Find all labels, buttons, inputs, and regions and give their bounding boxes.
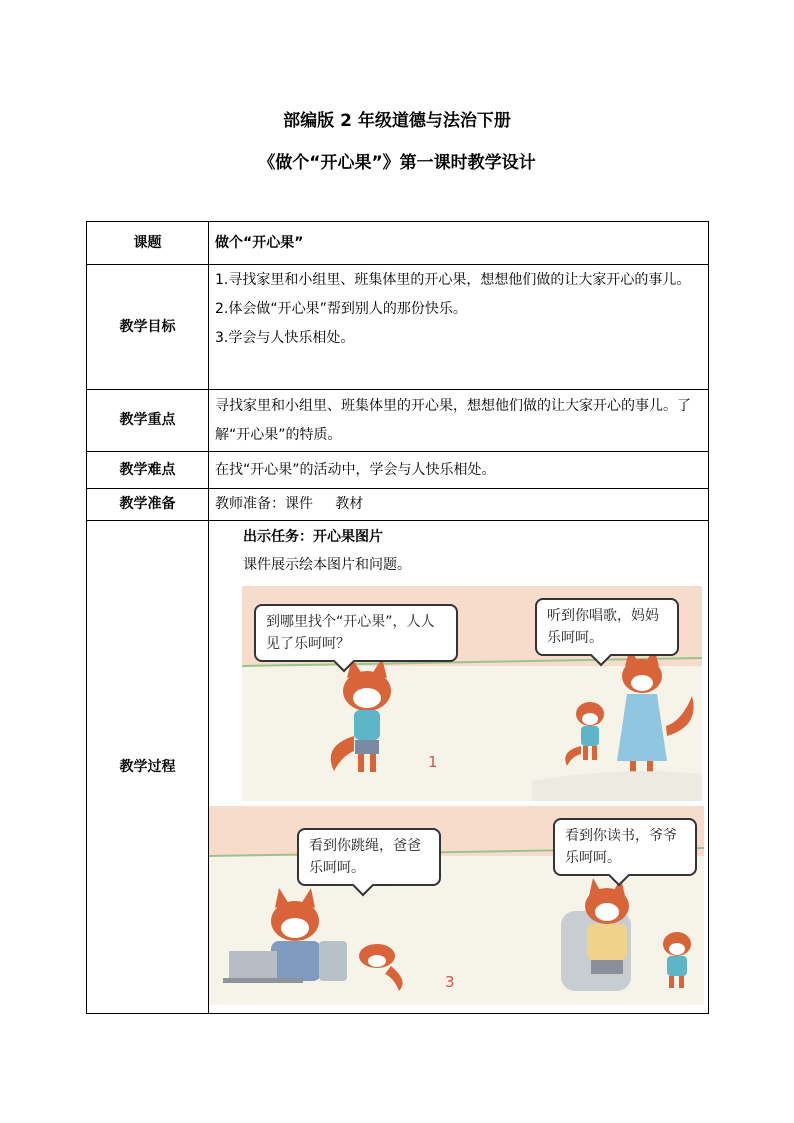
- page-number-3: 3: [445, 973, 455, 991]
- label-process: 教学过程: [87, 521, 209, 1014]
- illustration-panel-top: [242, 586, 702, 801]
- fox-kid-small-icon: [565, 702, 604, 766]
- goal-item-1: 1.寻找家里和小组里、班集体里的开心果，想想他们做的让大家开心的事儿。: [215, 272, 691, 288]
- task-description: 课件展示绘本图片和问题。: [243, 557, 411, 573]
- illustration-panel-bottom: [209, 806, 704, 1005]
- label-goals: 教学目标: [87, 265, 209, 390]
- row-key-points: [87, 390, 709, 452]
- label-preparation: 教学准备: [87, 489, 209, 521]
- row-preparation: [87, 489, 709, 521]
- row-process: [87, 521, 709, 1014]
- goal-item-2: 2.体会做“开心果”帮到别人的那份快乐。: [215, 301, 467, 317]
- speech-bubble-4: 看到你读书，爷爷乐呵呵。: [553, 818, 697, 876]
- speech-bubble-3: 看到你跳绳，爸爸乐呵呵。: [297, 828, 441, 886]
- value-topic: 做个“开心果”: [209, 222, 709, 265]
- row-topic: [87, 222, 709, 265]
- fox-child-icon: [331, 658, 391, 772]
- task-title: 出示任务：开心果图片: [243, 529, 383, 545]
- label-key-points: 教学重点: [87, 390, 209, 452]
- fox-child-peeking-icon: [359, 944, 403, 991]
- value-process: [209, 521, 709, 1014]
- value-difficulties: 在找“开心果”的活动中，学会与人快乐相处。: [209, 452, 709, 489]
- speech-bubble-1: 到哪里找个“开心果”，人人见了乐呵呵？: [254, 604, 458, 662]
- label-difficulties: 教学难点: [87, 452, 209, 489]
- fox-mother-icon: [617, 648, 694, 781]
- value-preparation: 教师准备：课件 教材: [209, 489, 709, 521]
- lesson-plan-table: [86, 221, 709, 1014]
- label-topic: 课题: [87, 222, 209, 265]
- fox-grandpa-icon: [561, 878, 631, 991]
- page-number-1: 1: [428, 753, 438, 771]
- document-title: 部编版 2 年级道德与法治下册: [283, 111, 511, 131]
- fox-grandchild-icon: [663, 932, 691, 988]
- value-key-points: 寻找家里和小组里、班集体里的开心果，想想他们做的让大家开心的事儿。了解“开心果”的特质。: [209, 390, 709, 452]
- row-difficulties: [87, 452, 709, 489]
- document-subtitle: 《做个“开心果”》第一课时教学设计: [258, 153, 536, 173]
- goal-item-3: 3.学会与人快乐相处。: [215, 330, 355, 346]
- fox-father-icon: [223, 888, 347, 983]
- row-goals: [87, 265, 709, 390]
- value-goals: [209, 265, 709, 390]
- speech-bubble-2: 听到你唱歌，妈妈乐呵呵。: [535, 598, 679, 656]
